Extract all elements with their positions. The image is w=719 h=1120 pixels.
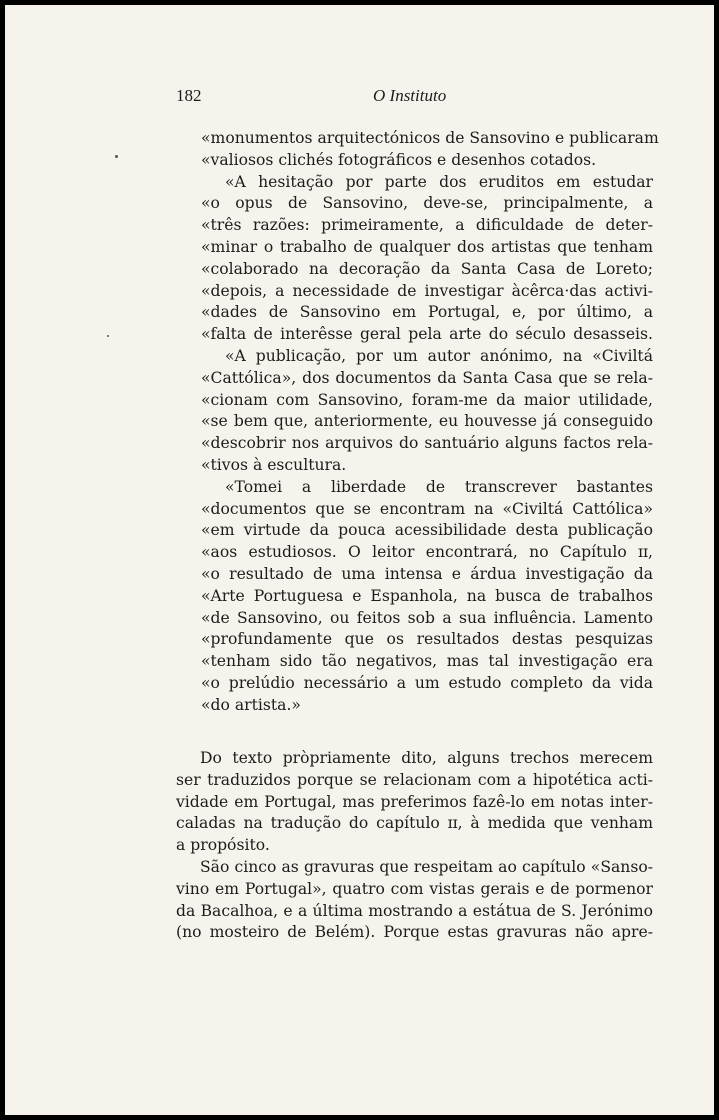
speck xyxy=(115,155,118,158)
text-line: «profundamente que os resultados destas pesquizas xyxy=(201,630,653,649)
text-line: «do artista.» xyxy=(201,695,301,714)
quote-paragraph xyxy=(201,346,653,477)
text-line: São cinco as gravuras que respeitam ao capítulo «Sanso- xyxy=(200,857,653,876)
text-line: «tenham sido tão negativos, mas tal investigação era xyxy=(201,652,653,671)
text-line: «Arte Portuguesa e Espanhola, na busca de trabalhos xyxy=(201,586,653,605)
text-line: «de Sansovino, ou feitos sob a sua influência. Lamento xyxy=(201,608,653,627)
text-line: a propósito. xyxy=(176,836,270,855)
running-title: O Instituto xyxy=(373,86,447,105)
text-line: «minar o trabalho de qualquer dos artistas que tenham xyxy=(201,237,653,256)
speck xyxy=(107,335,109,337)
text-line: «aos estudiosos. O leitor encontrará, no Capítulo ɪɪ, xyxy=(201,543,653,562)
text-line: «A hesitação por parte dos eruditos em estudar xyxy=(225,172,653,191)
text-line: vino em Portugal», quatro com vistas gerais e de pormenor xyxy=(176,879,653,898)
quote-paragraph xyxy=(201,477,653,717)
text-line: «valiosos clichés fotográficos e desenhos cotados. xyxy=(201,150,597,169)
text-line: «Tomei a liberdade de transcrever bastantes xyxy=(225,477,653,496)
body-paragraph xyxy=(176,748,653,857)
text-line: «monumentos arquitectónicos de Sansovino e publicaram xyxy=(201,129,659,147)
text-line: «descobrir nos arquivos do santuário alguns factos rela- xyxy=(201,434,653,453)
body-paragraph xyxy=(176,857,653,944)
quote-paragraph xyxy=(201,172,653,346)
text-line: «três razões: primeiramente, a dificuldade de deter- xyxy=(201,216,653,235)
text-line: «Cattólica», dos documentos da Santa Casa que se rela- xyxy=(201,368,653,387)
text-line: «A publicação, por um autor anónimo, na «Civiltá xyxy=(225,346,653,365)
page-number: 182 xyxy=(176,86,202,105)
text-line: Do texto pròpriamente dito, alguns trechos merecem xyxy=(200,749,653,767)
text-line: «tivos à escultura. xyxy=(201,455,347,474)
text-line: «colaborado na decoração da Santa Casa de Loreto; xyxy=(201,259,653,278)
text-line: «o prelúdio necessário a um estudo completo da vida xyxy=(201,673,653,692)
text-line: ser traduzidos porque se relacionam com a hipotética acti- xyxy=(176,770,653,789)
body-text xyxy=(176,748,653,944)
text-line: (no mosteiro de Belém). Porque estas gravuras não apre- xyxy=(176,923,653,942)
text-line: «dades de Sansovino em Portugal, e, por último, a xyxy=(201,303,653,322)
page-header xyxy=(176,86,654,108)
text-line: caladas na tradução do capítulo ɪɪ, à medida que venham xyxy=(176,814,653,833)
text-line: «depois, a necessidade de investigar àcêrca·das activi- xyxy=(201,281,653,300)
text-line: «cionam com Sansovino, foram-me da maior utilidade, xyxy=(201,390,653,409)
text-line: «documentos que se encontram na «Civiltá Cattólica» xyxy=(201,499,653,518)
text-line: «falta de interêsse geral pela arte do século desasseis. xyxy=(201,325,653,344)
text-line: «o resultado de uma intensa e árdua investigação da xyxy=(201,564,653,583)
text-line: «se bem que, anteriormente, eu houvesse já conseguido xyxy=(201,412,653,431)
quoted-passage xyxy=(201,128,659,717)
text-line: vidade em Portugal, mas preferimos fazê-lo em notas inter- xyxy=(176,792,653,811)
text-line: «o opus de Sansovino, deve-se, principalmente, a xyxy=(201,194,653,213)
text-line: «em virtude da pouca acessibilidade desta publicação xyxy=(201,521,653,540)
text-line: da Bacalhoa, e a última mostrando a estátua de S. Jerónimo xyxy=(176,901,653,920)
quote-paragraph xyxy=(201,128,659,172)
